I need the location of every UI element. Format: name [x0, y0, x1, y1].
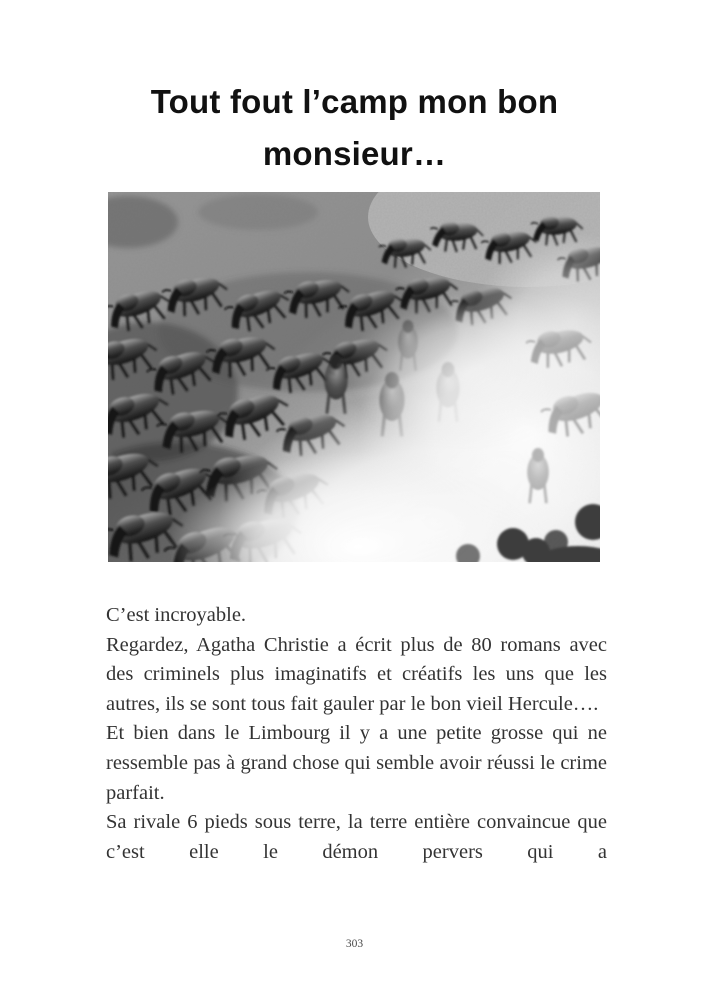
- page-number: 303: [345, 938, 364, 950]
- body-text: [106, 601, 607, 867]
- paragraph-4: Sa rivale 6 pieds sous terre, la terre entière convaincue que c’est elle le démon pervers qui a: [106, 811, 607, 863]
- paragraph-2: Regardez, Agatha Christie a écrit plus de 80 romans avec des criminels plus imaginatifs et créatifs les uns que les autres, ils se sont tous fait gauler par le bon vieil Hercule….: [106, 633, 607, 715]
- wildebeest-photo-illustration: [108, 192, 600, 562]
- page-title: [0, 76, 709, 180]
- wildebeest-photo: [108, 192, 600, 562]
- paragraph-3: Et bien dans le Limbourg il y a une petite grosse qui ne ressemble pas à grand chose qui semble avoir réussi le crime parfait.: [106, 722, 607, 804]
- page-title-line-2: monsieur…: [262, 135, 447, 172]
- page-title-line-1: Tout fout l’camp mon bon: [150, 83, 559, 120]
- paragraph-1: C’est incroyable.: [106, 604, 247, 626]
